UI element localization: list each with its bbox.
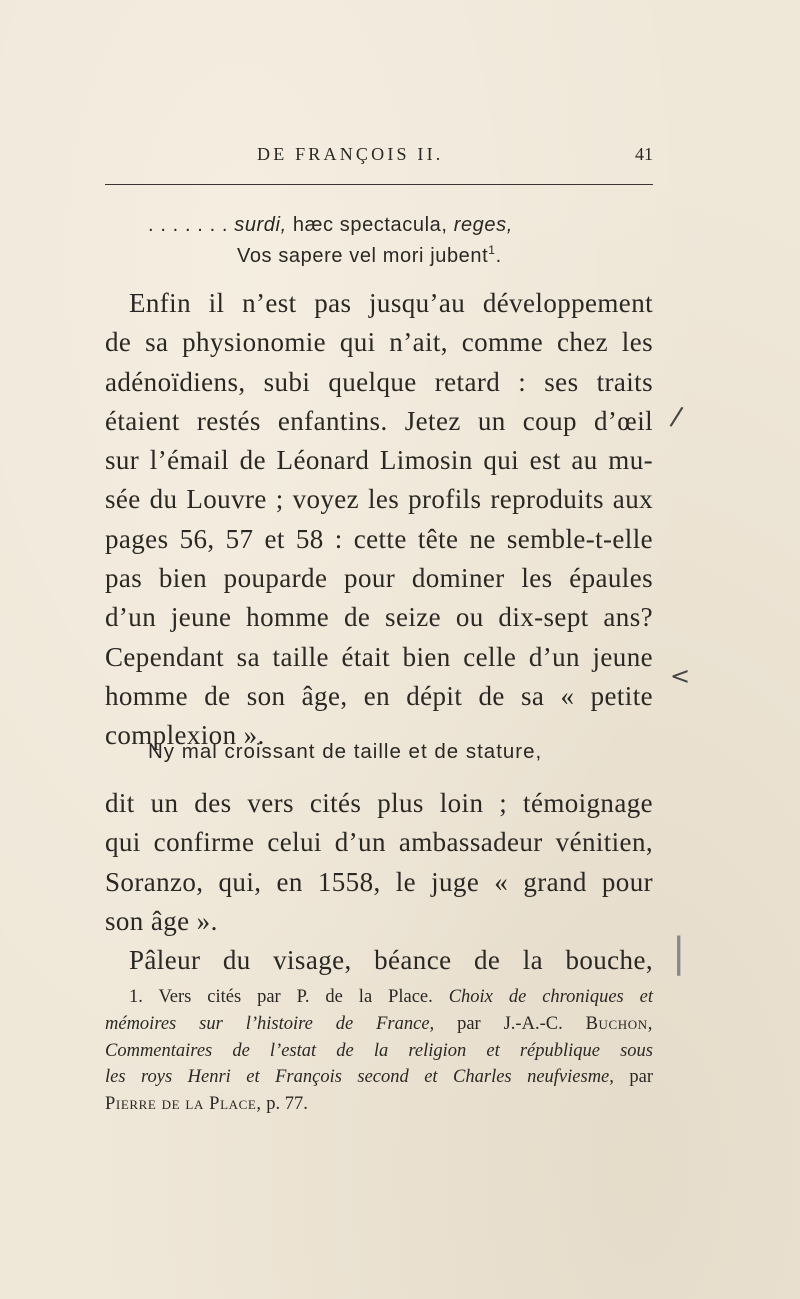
footnote-line — [105, 1091, 653, 1118]
text-line: Enfin il n’est pas jusqu’au développement — [129, 288, 653, 318]
footnote-number: 1. — [129, 987, 143, 1007]
margin-pencil-mark: < — [670, 662, 691, 690]
footnote-line — [105, 984, 653, 1011]
verse-punct: . — [495, 245, 502, 267]
verse-text: hæc spectacula, — [286, 214, 454, 236]
text-line: complexion ». — [105, 720, 265, 751]
verse-line-3 — [148, 740, 542, 764]
verse-ellipsis: . . . . . . . — [148, 214, 229, 236]
text-line: homme de son âge, en dépit de sa « petite — [105, 680, 653, 711]
footnote-text: par — [613, 1067, 653, 1088]
paragraph-3 — [105, 941, 653, 980]
footnote-title: Commentaires de l’estat de la religion et république sous — [105, 1040, 653, 1061]
footnote-line — [105, 1038, 653, 1065]
footnote-line — [105, 1064, 653, 1091]
margin-pencil-mark: | — [672, 930, 686, 976]
running-header — [105, 142, 653, 172]
footnote-author: Pierre de la Place, — [105, 1094, 262, 1115]
page-number: 41 — [635, 144, 653, 164]
text-line: adénoïdiens, subi quelque retard : ses traits — [105, 366, 653, 397]
text-line: de sa physionomie qui n’ait, comme chez les — [105, 327, 653, 358]
footnote-line — [105, 1011, 653, 1038]
header-rule — [105, 184, 653, 185]
footnote — [105, 984, 653, 1118]
margin-pencil-mark: / — [668, 401, 685, 433]
text-line: qui confirme celui d’un ambassadeur vénitien, — [105, 827, 653, 858]
text-line: Soranzo, qui, en 1558, le juge « grand pour — [105, 866, 653, 897]
footnote-text: Vers cités par P. de la Place. — [142, 987, 449, 1007]
text-line: pages 56, 57 et 58 : cette tête ne semble-t-elle — [105, 523, 653, 554]
verse-text: Ny mal croissant de taille et de stature, — [148, 740, 543, 763]
footnote-author: Buchon, — [585, 1013, 653, 1034]
paragraph-2 — [105, 784, 653, 941]
text-line: d’un jeune homme de seize ou dix-sept ans? — [105, 602, 653, 633]
footnote-text: par J.-A.-C. — [434, 1013, 586, 1034]
verse-word-surdi: surdi, — [234, 214, 287, 236]
verse-line-1 — [148, 214, 513, 237]
footnote-title: mémoires sur l’histoire de France, — [105, 1013, 435, 1034]
verse-text: Vos sapere vel mori jubent — [237, 245, 489, 267]
text-line: étaient restés enfantins. Jetez un coup d’œil — [105, 405, 653, 436]
text-line: Cependant sa taille était bien celle d’un jeune — [105, 641, 653, 672]
footnote-title: les roys Henri et François second et Charles neufviesme, — [105, 1067, 614, 1088]
text-line: dit un des vers cités plus loin ; témoignage — [105, 788, 653, 818]
verse-word-reges: reges, — [453, 214, 513, 236]
text-line: son âge ». — [105, 905, 218, 936]
text-line: pas bien pouparde pour dominer les épaules — [105, 563, 653, 594]
footnote-text: p. 77. — [261, 1094, 308, 1115]
paragraph-1 — [105, 284, 653, 756]
footnote-ref: 1 — [488, 243, 496, 257]
verse-line-2 — [237, 245, 502, 268]
text-line: Pâleur du visage, béance de la bouche, — [129, 945, 653, 975]
footnote-title: Choix de chroniques et — [448, 987, 654, 1007]
running-title: DE FRANÇOIS II. — [257, 144, 444, 164]
text-line: sée du Louvre ; voyez les profils reproduits aux — [105, 484, 653, 515]
text-line: sur l’émail de Léonard Limosin qui est au mu- — [105, 445, 653, 476]
